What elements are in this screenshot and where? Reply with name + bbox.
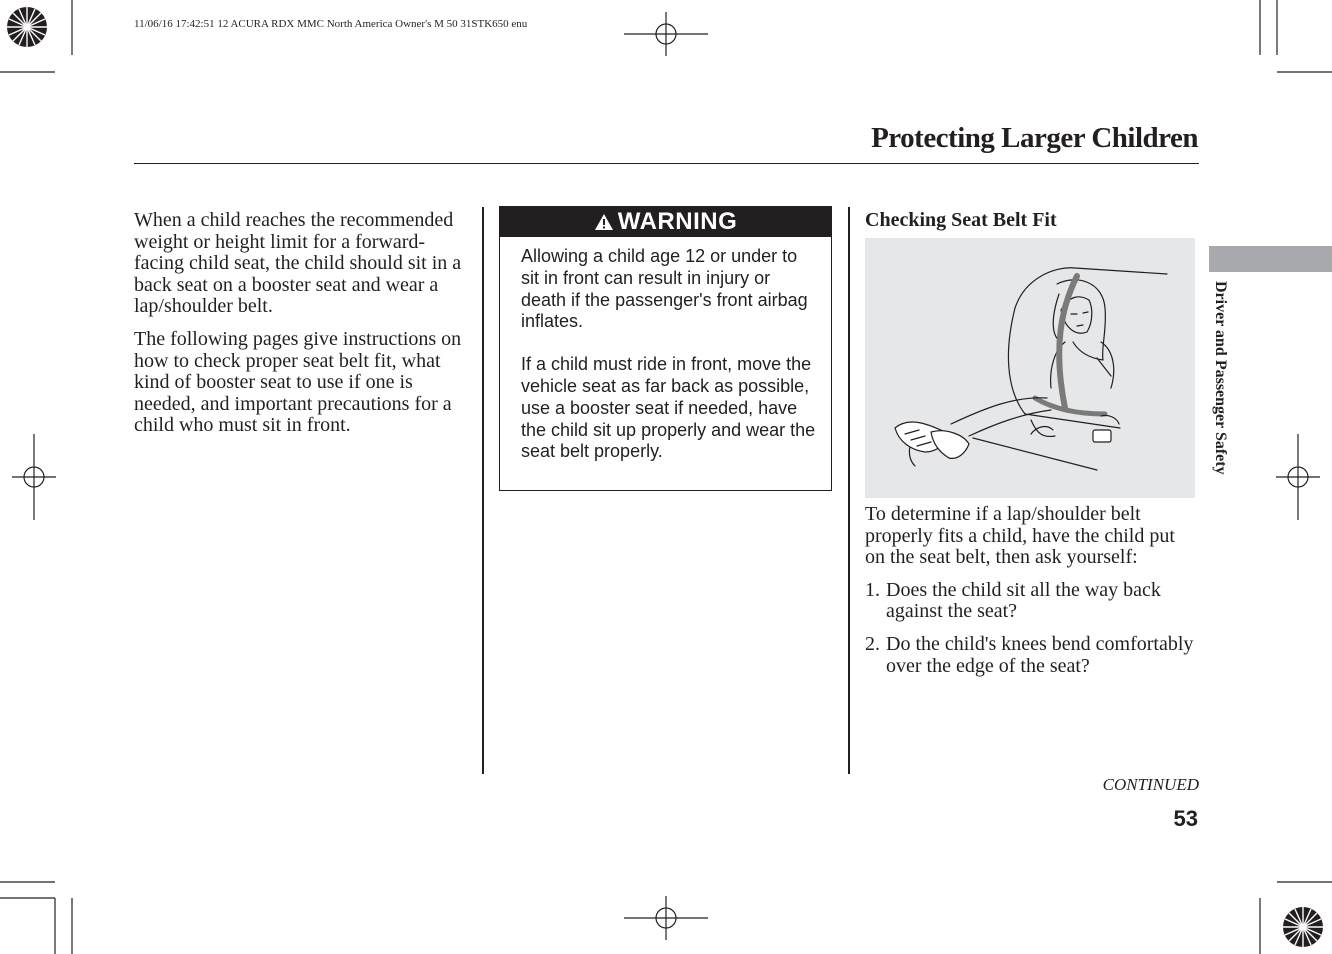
warning-paragraph: If a child must ride in front, move the vehicle seat as far back as possible, use a booster seat if needed, have the child sit up properly and wear the seat belt properly. <box>521 354 816 462</box>
warning-triangle-icon <box>594 213 614 231</box>
list-text: Does the child sit all the way back against the seat? <box>886 578 1161 623</box>
warning-header <box>500 207 831 237</box>
column-divider <box>848 207 850 774</box>
intro-paragraph: The following pages give instructions on how to check proper seat belt fit, what kind of booster seat to use if one is needed, and important precautions for a child who must sit in front. <box>134 327 462 437</box>
warning-label: WARNING <box>617 208 738 235</box>
continued-label: CONTINUED <box>1102 775 1199 794</box>
child-seat-belt-illustration <box>865 238 1195 498</box>
list-item <box>865 580 1199 623</box>
list-text: Do the child's knees bend comfortably over the edge of the seat? <box>886 632 1194 677</box>
list-item <box>865 634 1199 677</box>
section-label: Driver and Passenger Safety <box>1212 281 1229 475</box>
section-heading: Checking Seat Belt Fit <box>865 209 1057 231</box>
intro-paragraph: When a child reaches the recommended weight or height limit for a forward-facing child seat, the child should sit in a back seat on a booster seat and wear a lap/shoulder belt. <box>134 209 462 318</box>
seat-belt-fit-text <box>865 504 1199 688</box>
page-number: 53 <box>1173 806 1198 831</box>
title-divider <box>134 163 1199 164</box>
list-number: 2. <box>865 632 880 655</box>
warning-body <box>500 237 831 463</box>
warning-box <box>499 206 832 491</box>
intro-column <box>134 210 474 448</box>
fit-intro: To determine if a lap/shoulder belt properly fits a child, have the child put on the seat belt, then ask yourself: <box>865 503 1175 569</box>
page-title: Protecting Larger Children <box>871 122 1198 154</box>
list-number: 1. <box>865 578 880 601</box>
column-divider <box>482 207 484 774</box>
print-info: 11/06/16 17:42:51 12 ACURA RDX MMC North America Owner's M 50 31STK650 enu <box>134 18 528 30</box>
section-tab <box>1209 246 1332 272</box>
warning-paragraph: Allowing a child age 12 or under to sit in front can result in injury or death if the passenger's front airbag inflates. <box>521 246 808 332</box>
